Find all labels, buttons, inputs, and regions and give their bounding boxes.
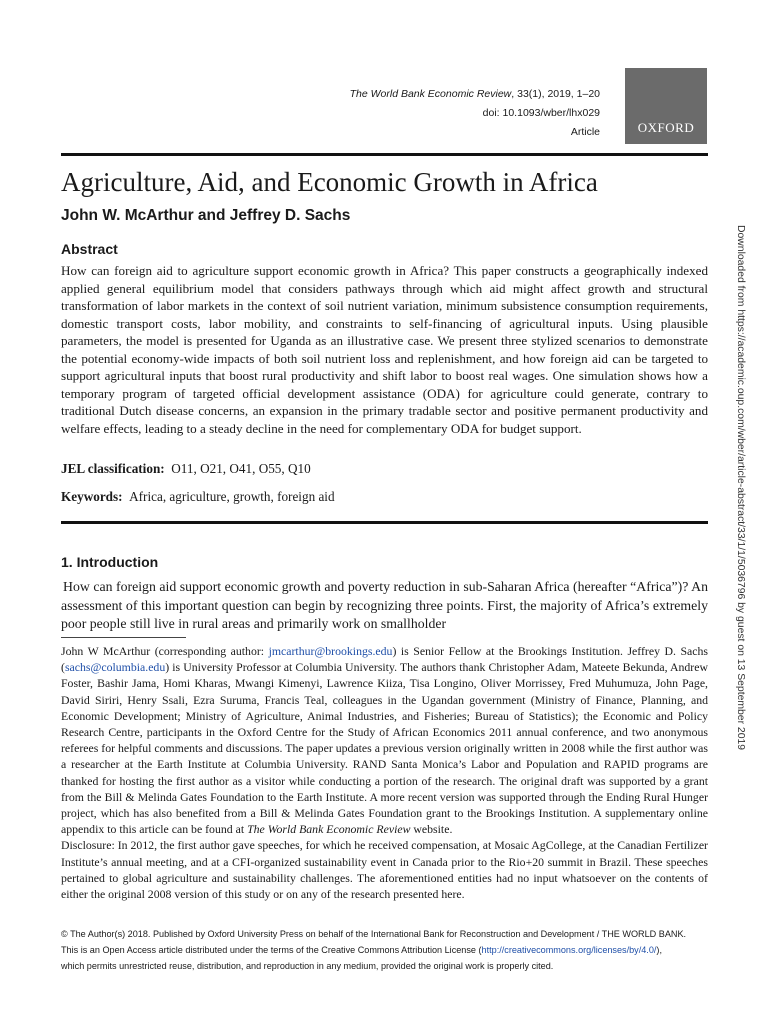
footnote-disclosure: Disclosure: In 2012, the first author gave speeches, for which he received compensation, at Mosaic AgCollege, at the Canadian Fertilizer Institute’s annual meeting, and at a CFI-organized sustainability event in Canada prior to the Rio+20 summit in Brazil. These speeches pertained to global agriculture and sustainability challenges. The aforementioned entities had no input whatsoever on the contents of either the original 2008 version of this study or on any of the research presented here. xyxy=(61,838,708,902)
section-rule xyxy=(61,521,708,524)
journal-reference: The World Bank Economic Review xyxy=(247,822,411,837)
footnote-text: ) is Senior Fellow at the Brookings Institution. Jeffrey D. Sachs ( xyxy=(61,644,708,675)
keywords-value: Africa, agriculture, growth, foreign aid xyxy=(129,489,335,504)
email-link-sachs[interactable]: sachs@columbia.edu xyxy=(64,660,166,675)
author-footnote xyxy=(61,643,708,902)
abstract-heading: Abstract xyxy=(61,241,118,257)
introduction-heading: 1. Introduction xyxy=(61,554,159,570)
license-text: This is an Open Access article distributed under the terms of the Creative Commons Attribution License ( xyxy=(61,945,482,955)
journal-citation xyxy=(350,85,600,104)
license-link[interactable]: http://creativecommons.org/licenses/by/4.0/ xyxy=(481,945,657,955)
journal-issue: , 33(1), 2019, 1–20 xyxy=(511,88,600,100)
download-watermark-text: Downloaded from https://academic.oup.com/wber/article-abstract/33/1/1/5036796 by guest on 13 September 2019 xyxy=(735,225,746,751)
abstract-text: How can foreign aid to agriculture support economic growth in Africa? This paper constructs a geographically indexed applied general equilibrium model that considers pathways through which aid might affect growth and structural transformation of labor markets in the context of soil nutrient variation, minimum subsistence consumption requirements, domestic transport costs, labor mobility, and constraints to self-financing of agricultural inputs. Using plausible parameters, the model is presented for Uganda as an illustrative case. We present three stylized scenarios to demonstrate the potential economy-wide impacts of both soil nutrient loss and replenishment, and how foreign aid can be targeted to support agricultural inputs that boost rural productivity and shift labor to boost real wages. One simulation shows how a temporary program of targeted official development assistance (ODA) for agriculture could generate, contrary to traditional Dutch disease concerns, an expansion in the primary tradable sector and positive permanent productivity and welfare effects, leading to a steady decline in the need for complementary ODA for budget support. xyxy=(61,263,708,436)
copyright-line: © The Author(s) 2018. Published by Oxford University Press on behalf of the International Bank for Reconstruction and Development / THE WORLD BANK. xyxy=(61,929,687,939)
footnote-text: ) is University Professor at Columbia University. The authors thank Christopher Adam, Mateete Bekunda, Andrew Foster, Bashir Jama, Homi Kharas, Mwangi Kimenyi, Lawrence Kiiza, Tisa Longino, Oliver Morrissey, Fred Muhumuza, John Page, David Siriri, Henry Ssali, Ezra Suruma, Francis Teal, colleagues in the Ugandan government (Ministry of Finance, Planning, and Economic Development; Ministry of Agriculture, Animal Industries, and Fisheries; Bureau of Statistics); the Economic and Policy Research Centre, participants in the Oxford Centre for the Study of African Economics 2011 annual conference, and two anonymous referees for helpful comments and discussions. The paper updates a previous version originally written in 2008 while the first author was a researcher at the Earth Institute at Columbia University. RAND Santa Monica’s Labor and Population and RAPID programs are thanked for hosting the first author as a visitor while conducting a portion of the research. The original draft was supported by a grant from the Bill & Melinda Gates Foundation to the Earth Institute. A more recent version was supported through the Ending Rural Hunger project, which has also benefited from a Bill & Melinda Gates Foundation grant to the Brookings Institution. A supplementary online appendix to this article can be found at xyxy=(61,660,708,837)
introduction-text: How can foreign aid support economic growth and poverty reduction in sub-Saharan Africa (hereafter “Africa”)? An assessment of this important question can begin by recognizing three points. First, the majority of Africa’s extremely poor people still live in rural areas and primarily work on smallholder xyxy=(61,579,708,631)
keywords xyxy=(61,489,335,505)
keywords-label: Keywords: xyxy=(61,489,123,504)
jel-label: JEL classification: xyxy=(61,461,165,476)
journal-name: The World Bank Economic Review xyxy=(349,88,512,100)
oxford-logo[interactable]: OXFORD xyxy=(625,68,707,144)
download-watermark xyxy=(732,225,746,800)
jel-classification xyxy=(61,461,311,477)
footnote-acknowledgements xyxy=(61,643,708,837)
license-line xyxy=(61,942,721,958)
doi[interactable]: doi: 10.1093/wber/lhx029 xyxy=(482,107,600,119)
authors: John W. McArthur and Jeffrey D. Sachs xyxy=(61,207,351,224)
reuse-line: which permits unrestricted reuse, distribution, and reproduction in any medium, provided the original work is properly cited. xyxy=(61,961,554,971)
footnote-text: website. xyxy=(410,822,453,837)
top-rule xyxy=(61,153,708,156)
footnote-text: John W McArthur (corresponding author: xyxy=(61,644,269,658)
footnote-rule xyxy=(61,637,186,638)
copyright-notice xyxy=(61,926,721,974)
article-title: Agriculture, Aid, and Economic Growth in Africa xyxy=(61,167,598,197)
email-link-mcarthur[interactable]: jmcarthur@brookings.edu xyxy=(268,644,393,658)
article-type: Article xyxy=(570,126,600,138)
jel-value: O11, O21, O41, O55, Q10 xyxy=(171,461,311,476)
license-text: ), xyxy=(656,945,662,955)
journal-meta xyxy=(350,85,600,142)
